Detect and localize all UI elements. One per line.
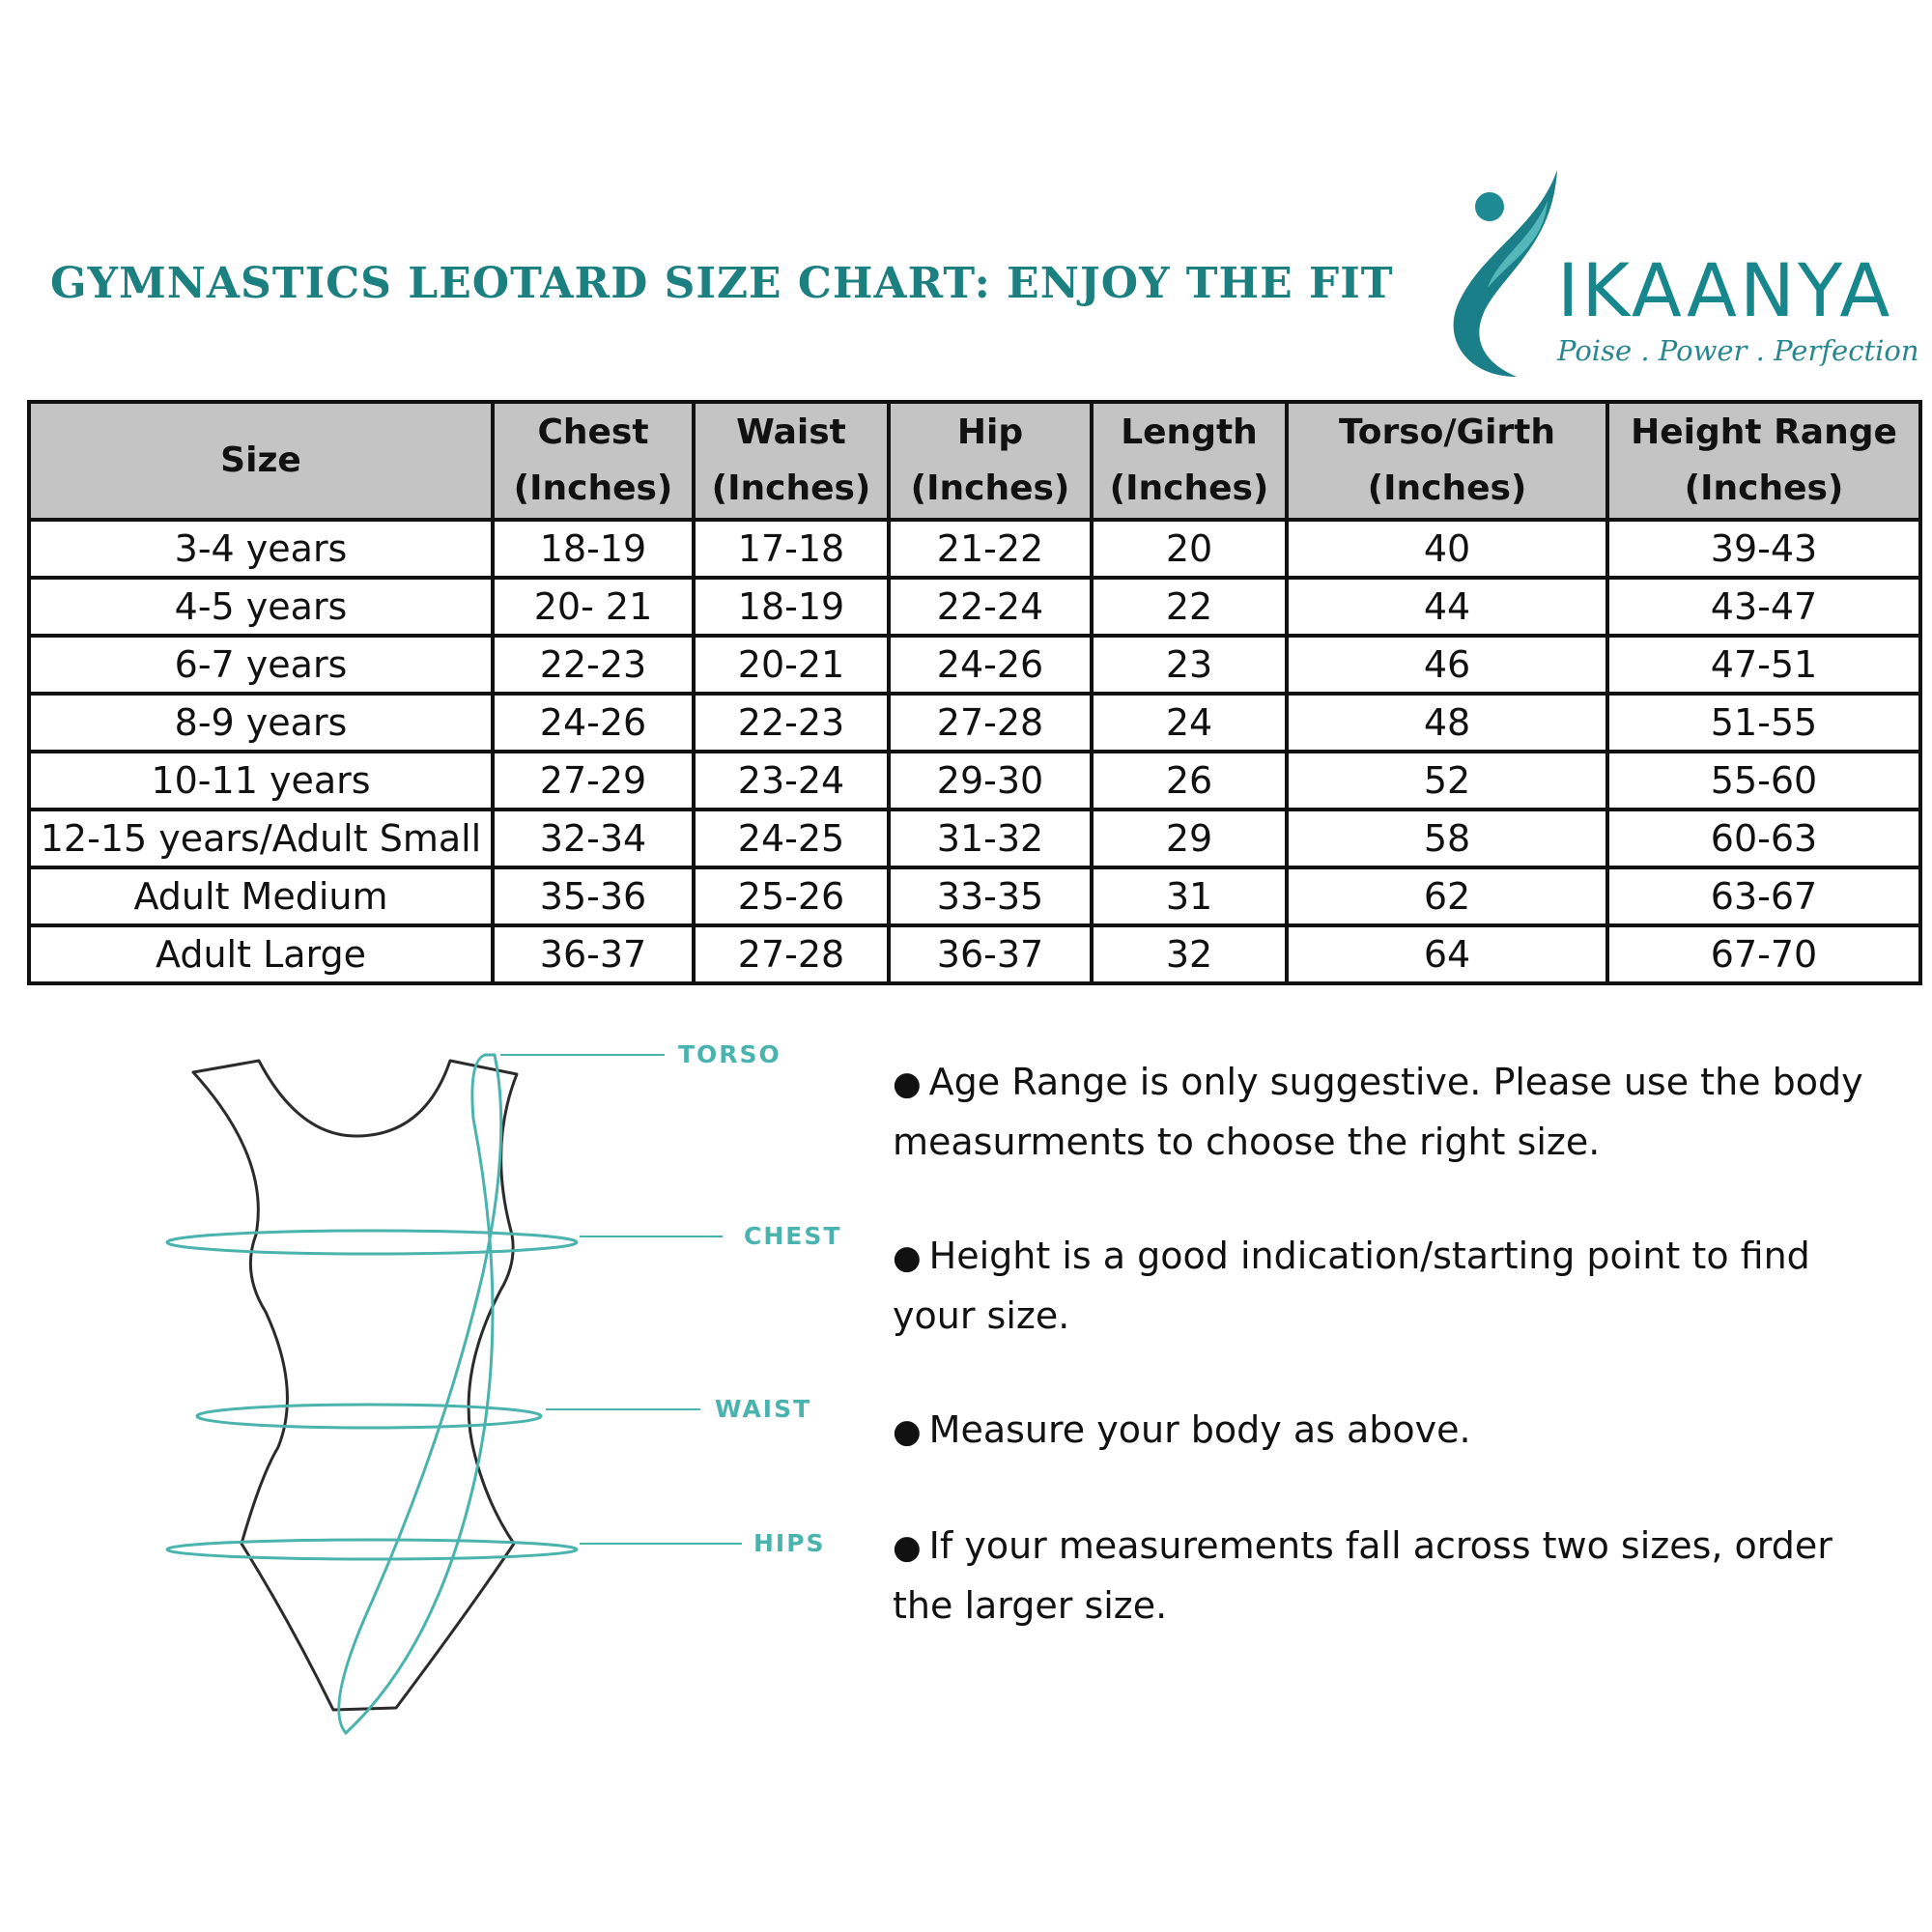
note-item: ● Height is a good indication/starting point to find your size. [893, 1235, 1810, 1337]
leotard-measurement-diagram [135, 1032, 869, 1747]
cell-torso: 44 [1287, 578, 1607, 636]
bullet-icon: ● [893, 1065, 922, 1103]
cell-size: 6-7 years [29, 636, 493, 694]
cell-waist: 25-26 [694, 867, 889, 925]
brand-tagline: Poise . Power . Perfection [1557, 334, 1919, 367]
waist-measure-ring [197, 1405, 541, 1428]
cell-height: 60-63 [1607, 810, 1920, 867]
bullet-icon: ● [893, 1528, 922, 1567]
table-row [29, 925, 1920, 983]
table-row [29, 636, 1920, 694]
table-row [29, 694, 1920, 752]
cell-torso: 46 [1287, 636, 1607, 694]
cell-size: 3-4 years [29, 520, 493, 578]
cell-length: 26 [1092, 752, 1287, 810]
cell-waist: 22-23 [694, 694, 889, 752]
cell-chest: 22-23 [493, 636, 694, 694]
cell-height: 47-51 [1607, 636, 1920, 694]
cell-chest: 24-26 [493, 694, 694, 752]
cell-chest: 18-19 [493, 520, 694, 578]
cell-height: 63-67 [1607, 867, 1920, 925]
table-row [29, 752, 1920, 810]
cell-hip: 33-35 [889, 867, 1092, 925]
note-item: ● If your measurements fall across two sizes, order the larger size. [893, 1524, 1833, 1627]
cell-length: 29 [1092, 810, 1287, 867]
cell-size: 10-11 years [29, 752, 493, 810]
cell-length: 31 [1092, 867, 1287, 925]
waist-label: WAIST [715, 1395, 812, 1423]
table-header-row [29, 402, 1920, 520]
cell-height: 43-47 [1607, 578, 1920, 636]
cell-size: 8-9 years [29, 694, 493, 752]
cell-torso: 52 [1287, 752, 1607, 810]
cell-size: Adult Medium [29, 867, 493, 925]
cell-size: 12-15 years/Adult Small [29, 810, 493, 867]
cell-length: 23 [1092, 636, 1287, 694]
cell-chest: 27-29 [493, 752, 694, 810]
cell-torso: 64 [1287, 925, 1607, 983]
table-row [29, 520, 1920, 578]
brand-logo [1439, 162, 1919, 384]
cell-height: 55-60 [1607, 752, 1920, 810]
cell-hip: 27-28 [889, 694, 1092, 752]
cell-waist: 24-25 [694, 810, 889, 867]
cell-hip: 21-22 [889, 520, 1092, 578]
cell-height: 67-70 [1607, 925, 1920, 983]
table-row [29, 578, 1920, 636]
cell-waist: 27-28 [694, 925, 889, 983]
chest-measure-ring [167, 1231, 577, 1254]
cell-size: Adult Large [29, 925, 493, 983]
header-height-range: Height Range (Inches) [1607, 402, 1920, 520]
header-size: Size [29, 402, 493, 520]
cell-length: 24 [1092, 694, 1287, 752]
cell-chest: 35-36 [493, 867, 694, 925]
cell-length: 32 [1092, 925, 1287, 983]
cell-torso: 58 [1287, 810, 1607, 867]
cell-torso: 48 [1287, 694, 1607, 752]
cell-chest: 20- 21 [493, 578, 694, 636]
cell-hip: 31-32 [889, 810, 1092, 867]
note-item: ● Age Range is only suggestive. Please use the body measurments to choose the right size. [893, 1061, 1863, 1163]
chest-label: CHEST [744, 1222, 842, 1250]
size-chart-table [27, 400, 1922, 985]
leotard-outline [193, 1061, 517, 1710]
table-row [29, 810, 1920, 867]
cell-length: 22 [1092, 578, 1287, 636]
cell-hip: 24-26 [889, 636, 1092, 694]
cell-chest: 36-37 [493, 925, 694, 983]
note-item: ● Measure your body as above. [893, 1408, 1471, 1451]
cell-hip: 29-30 [889, 752, 1092, 810]
cell-hip: 36-37 [889, 925, 1092, 983]
hips-label: HIPS [753, 1529, 826, 1557]
bullet-icon: ● [893, 1238, 922, 1277]
brand-swoosh-icon [1439, 162, 1575, 384]
torso-label: TORSO [678, 1040, 781, 1068]
table-row [29, 867, 1920, 925]
cell-size: 4-5 years [29, 578, 493, 636]
header-waist: Waist (Inches) [694, 402, 889, 520]
header-length: Length (Inches) [1092, 402, 1287, 520]
cell-torso: 40 [1287, 520, 1607, 578]
cell-chest: 32-34 [493, 810, 694, 867]
cell-height: 39-43 [1607, 520, 1920, 578]
sizing-notes [893, 1053, 1897, 1690]
bullet-icon: ● [893, 1412, 922, 1451]
cell-torso: 62 [1287, 867, 1607, 925]
cell-length: 20 [1092, 520, 1287, 578]
cell-waist: 23-24 [694, 752, 889, 810]
page-title: GYMNASTICS LEOTARD SIZE CHART: ENJOY THE FIT [50, 259, 1394, 308]
brand-name: IKAANYA [1557, 247, 1893, 333]
hips-measure-ring [167, 1540, 577, 1559]
cell-waist: 17-18 [694, 520, 889, 578]
header-torso-girth: Torso/Girth (Inches) [1287, 402, 1607, 520]
cell-waist: 20-21 [694, 636, 889, 694]
header-hip: Hip (Inches) [889, 402, 1092, 520]
header-chest: Chest (Inches) [493, 402, 694, 520]
cell-hip: 22-24 [889, 578, 1092, 636]
cell-waist: 18-19 [694, 578, 889, 636]
torso-measure-loop [339, 1055, 501, 1733]
cell-height: 51-55 [1607, 694, 1920, 752]
